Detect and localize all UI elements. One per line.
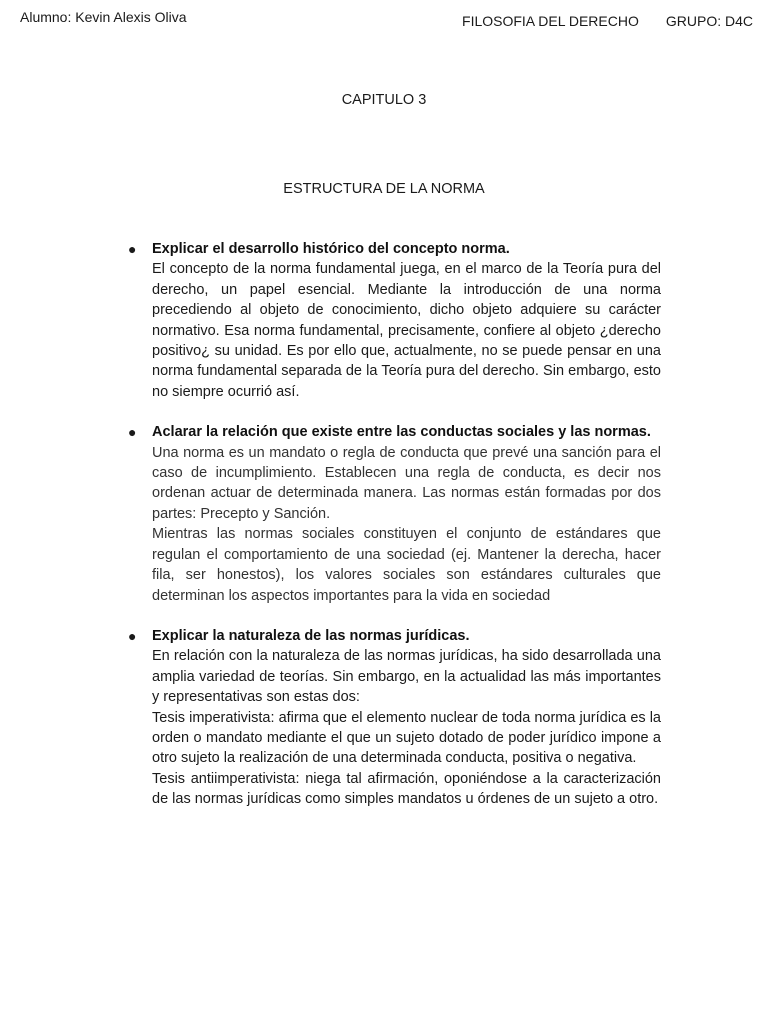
course-name: FILOSOFIA DEL DERECHO [462, 13, 639, 29]
student-name: Alumno: Kevin Alexis Oliva [20, 9, 187, 25]
bullet-icon: ● [128, 241, 137, 257]
paragraph: Tesis antiimperativista: niega tal afirmación, oponiéndose a la caracterización de las normas jurídicas como simples mandatos u órdenes de un sujeto a otro. [152, 770, 661, 808]
list-item [128, 239, 661, 402]
item-title: Explicar la naturaleza de las normas jurídicas. [152, 627, 470, 644]
item-title: Aclarar la relación que existe entre las conductas sociales y las normas. [152, 424, 651, 441]
group-label: GRUPO: D4C [665, 13, 753, 29]
list-item [128, 626, 661, 810]
document-title: ESTRUCTURA DE LA NORMA [283, 181, 485, 197]
item-title: Explicar el desarrollo histórico del concepto norma. [152, 241, 510, 257]
paragraph: Una norma es un mandato o regla de conducta que prevé una sanción para el caso de incumplimiento. Establecen una regla de conducta, es decir nos ordenan actuar de determinada manera. Las normas están formadas por dos partes: Precepto y Sanción. [152, 444, 661, 522]
paragraph: Tesis imperativista: afirma que el elemento nuclear de toda norma jurídica es la orden o mandato mediante el que un sujeto dotado de poder jurídico impone a otro sujeto la realización de una determinada conducta, positiva o negativa. [152, 709, 661, 767]
bullet-icon: ● [128, 627, 137, 644]
list-item [128, 422, 661, 606]
paragraph: En relación con la naturaleza de las normas jurídicas, ha sido desarrollada una amplia variedad de teorías. Sin embargo, en la actualidad las más importantes y representativas son estas dos: [152, 648, 661, 706]
bullet-icon: ● [128, 424, 137, 441]
paragraph: El concepto de la norma fundamental juega, en el marco de la Teoría pura del derecho, un papel esencial. Mediante la introducción de una norma precediendo al objeto de conocimiento, dicho objeto adquiere su carácter normativo. Esa norma fundamental, precisamente, confiere al objeto ¿derecho positivo¿ su unidad. Es por ello que, actualmente, no se puede pensar en una norma fundamental separada de la Teoría pura del derecho. Sin embargo, esto no siempre ocurrió así. [152, 261, 661, 400]
header-right [462, 13, 753, 29]
chapter-heading: CAPITULO 3 [341, 92, 427, 108]
content-list [128, 239, 661, 810]
paragraph: Mientras las normas sociales constituyen el conjunto de estándares que regulan el comportamiento de una sociedad (ej. Mantener la derecha, hacer fila, ser honestos), los valores sociales son estándares culturales que determinan los aspectos importantes para la vida en sociedad [152, 526, 661, 604]
